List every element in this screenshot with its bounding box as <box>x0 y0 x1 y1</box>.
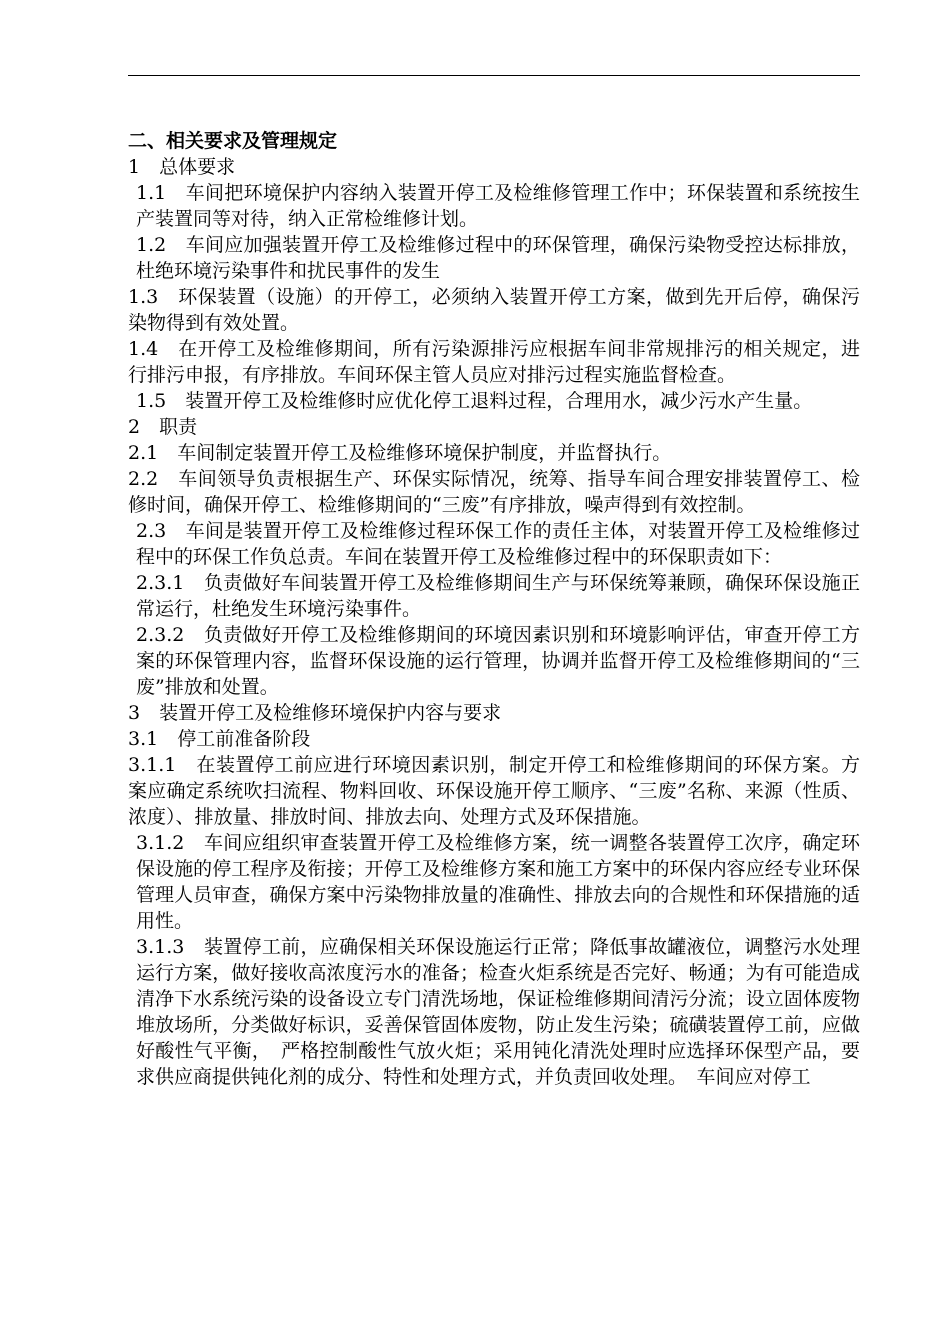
paragraph: 1.1 车间把环境保护内容纳入装置开停工及检维修管理工作中；环保装置和系统按生产装置同等对待，纳入正常检维修计划。 <box>136 182 860 230</box>
paragraph: 1.2 车间应加强装置开停工及检维修过程中的环保管理，确保污染物受控达标排放，杜绝环境污染事件和扰民事件的发生 <box>136 234 860 282</box>
paragraph: 2 职责 <box>128 416 198 438</box>
paragraph: 1 总体要求 <box>128 156 236 178</box>
paragraph: 2.2 车间领导负责根据生产、环保实际情况，统筹、指导车间合理安排装置停工、检修时间，确保开停工、检维修期间的“三废”有序排放，噪声得到有效控制。 <box>128 468 860 516</box>
paragraph: 3.1 停工前准备阶段 <box>128 728 311 750</box>
paragraph: 1.3 环保装置（设施）的开停工，必须纳入装置开停工方案，做到先开后停，确保污染物得到有效处置。 <box>128 286 860 334</box>
paragraph: 2.3.2 负责做好开停工及检维修期间的环境因素识别和环境影响评估，审查开停工方案的环保管理内容，监督环保设施的运行管理，协调并监督开停工及检维修期间的“三废”排放和处置。 <box>136 624 860 698</box>
paragraph: 3.1.2 车间应组织审查装置开停工及检维修方案，统一调整各装置停工次序，确定环保设施的停工程序及衔接；开停工及检维修方案和施工方案中的环保内容应经专业环保管理人员审查，确保方案中污染物排放量的准确性、排放去向的合规性和环保措施的适用性。 <box>136 832 860 932</box>
paragraph: 3 装置开停工及检维修环境保护内容与要求 <box>128 702 502 724</box>
paragraph: 3.1.3 装置停工前，应确保相关环保设施运行正常；降低事故罐液位，调整污水处理运行方案，做好接收高浓度污水的准备；检查火炬系统是否完好、畅通；为有可能造成清净下水系统污染的设备设立专门清洗场地，保证检维修期间清污分流；设立固体废物堆放场所，分类做好标识，妥善保管固体废物，防止发生污染；硫磺装置停工前，应做好酸性气平衡， 严格控制酸性气放火炬；采用钝化清洗处理时应选择环保型产品，要求供应商提供钝化剂的成分、特性和处理方式，并负责回收处理。 车间应对停工 <box>136 936 860 1088</box>
document-body <box>128 128 860 1090</box>
paragraph: 2.1 车间制定装置开停工及检维修环境保护制度，并监督执行。 <box>128 442 672 464</box>
paragraph-list <box>128 154 860 1090</box>
section-title: 二、相关要求及管理规定 <box>128 130 338 152</box>
paragraph: 1.4 在开停工及检维修期间，所有污染源排污应根据车间非常规排污的相关规定，进行排污申报，有序排放。车间环保主管人员应对排污过程实施监督检查。 <box>128 338 860 386</box>
paragraph: 1.5 装置开停工及检维修时应优化停工退料过程，合理用水，减少污水产生量。 <box>136 390 813 412</box>
paragraph: 2.3 车间是装置开停工及检维修过程环保工作的责任主体，对装置开停工及检维修过程中的环保工作负总责。车间在装置开停工及检维修过程中的环保职责如下： <box>136 520 860 568</box>
paragraph: 2.3.1 负责做好车间装置开停工及检维修期间生产与环保统筹兼顾，确保环保设施正常运行，杜绝发生环境污染事件。 <box>136 572 860 620</box>
header-rule <box>128 75 860 76</box>
paragraph: 3.1.1 在装置停工前应进行环境因素识别，制定开停工和检维修期间的环保方案。方案应确定系统吹扫流程、物料回收、环保设施开停工顺序、“三废”名称、来源（性质、浓度）、排放量、排放时间、排放去向、处理方式及环保措施。 <box>128 754 860 828</box>
